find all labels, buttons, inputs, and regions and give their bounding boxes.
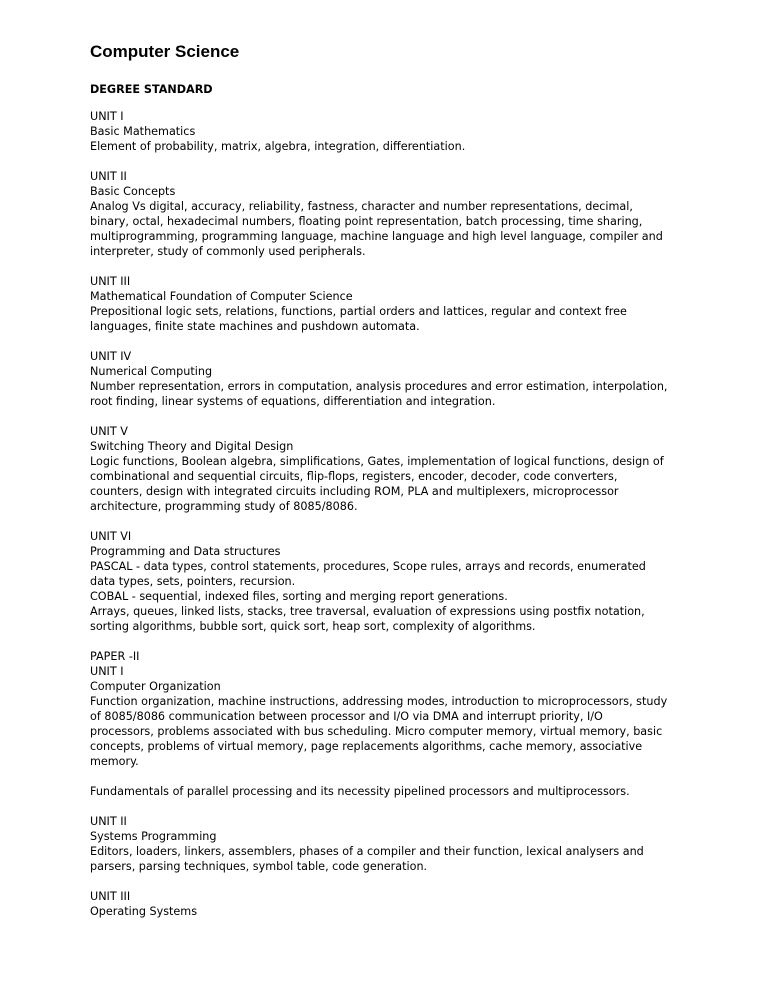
- text-line: PASCAL - data types, control statements, procedures, Scope rules, arrays and records, enumerated: [90, 560, 646, 573]
- text-line: UNIT II: [90, 170, 127, 183]
- text-line: languages, finite state machines and pushdown automata.: [90, 320, 420, 333]
- text-line: UNIT III: [90, 890, 131, 903]
- text-line: parsers, parsing techniques, symbol table, code generation.: [90, 860, 428, 873]
- text-line: root finding, linear systems of equations, differentiation and integration.: [90, 395, 496, 408]
- syllabus-block: [90, 814, 690, 874]
- syllabus-block: [90, 649, 690, 769]
- text-line: Arrays, queues, linked lists, stacks, tree traversal, evaluation of expressions using postfix notation,: [90, 605, 645, 618]
- text-line: Element of probability, matrix, algebra, integration, differentiation.: [90, 140, 466, 153]
- text-line: Numerical Computing: [90, 365, 213, 378]
- text-line: Operating Systems: [90, 905, 198, 918]
- syllabus-block: [90, 349, 690, 409]
- text-line: Switching Theory and Digital Design: [90, 440, 294, 453]
- syllabus-block: [90, 109, 690, 154]
- text-line: Function organization, machine instructions, addressing modes, introduction to microprocessors, study: [90, 695, 668, 708]
- syllabus-block: [90, 274, 690, 334]
- text-line: UNIT IV: [90, 350, 132, 363]
- text-line: processors, problems associated with bus scheduling. Micro computer memory, virtual memory, basic: [90, 725, 663, 738]
- text-line: UNIT VI: [90, 530, 132, 543]
- text-line: sorting algorithms, bubble sort, quick sort, heap sort, complexity of algorithms.: [90, 620, 536, 633]
- document-title: Computer Science: [90, 42, 240, 61]
- text-line: concepts, problems of virtual memory, page replacements algorithms, cache memory, associative: [90, 740, 643, 753]
- degree-heading: DEGREE STANDARD: [90, 83, 213, 96]
- text-line: Number representation, errors in computation, analysis procedures and error estimation, interpolation,: [90, 380, 668, 393]
- text-line: binary, octal, hexadecimal numbers, floating point representation, batch processing, time sharing,: [90, 215, 643, 228]
- text-line: Basic Mathematics: [90, 125, 196, 138]
- syllabus-content: [90, 109, 690, 919]
- text-line: UNIT II: [90, 815, 127, 828]
- syllabus-block: [90, 529, 690, 634]
- text-line: UNIT V: [90, 425, 128, 438]
- text-line: Analog Vs digital, accuracy, reliability, fastness, character and number representations, decimal,: [90, 200, 633, 213]
- text-line: Computer Organization: [90, 680, 221, 693]
- text-line: Prepositional logic sets, relations, functions, partial orders and lattices, regular and context free: [90, 305, 627, 318]
- text-line: Systems Programming: [90, 830, 217, 843]
- text-line: of 8085/8086 communication between processor and I/O via DMA and interrupt priority, I/O: [90, 710, 603, 723]
- text-line: memory.: [90, 755, 139, 768]
- text-line: UNIT III: [90, 275, 131, 288]
- text-line: multiprogramming, programming language, machine language and high level language, compiler and: [90, 230, 663, 243]
- text-line: Mathematical Foundation of Computer Science: [90, 290, 353, 303]
- text-line: data types, sets, pointers, recursion.: [90, 575, 296, 588]
- text-line: counters, design with integrated circuits including ROM, PLA and multiplexers, microprocessor: [90, 485, 619, 498]
- text-line: COBAL - sequential, indexed files, sorting and merging report generations.: [90, 590, 508, 603]
- document-page: [90, 42, 690, 934]
- text-line: interpreter, study of commonly used peripherals.: [90, 245, 366, 258]
- text-line: Basic Concepts: [90, 185, 176, 198]
- text-line: PAPER -II: [90, 650, 140, 663]
- text-line: combinational and sequential circuits, flip-flops, registers, encoder, decoder, code converters,: [90, 470, 618, 483]
- text-line: Editors, loaders, linkers, assemblers, phases of a compiler and their function, lexical analysers and: [90, 845, 644, 858]
- text-line: Fundamentals of parallel processing and its necessity pipelined processors and multiprocessors.: [90, 785, 630, 798]
- text-line: Logic functions, Boolean algebra, simplifications, Gates, implementation of logical functions, design of: [90, 455, 664, 468]
- syllabus-block: [90, 169, 690, 259]
- text-line: UNIT I: [90, 665, 124, 678]
- text-line: architecture, programming study of 8085/8086.: [90, 500, 358, 513]
- syllabus-block: [90, 889, 690, 919]
- syllabus-block: [90, 784, 690, 799]
- text-line: Programming and Data structures: [90, 545, 281, 558]
- text-line: UNIT I: [90, 110, 124, 123]
- syllabus-block: [90, 424, 690, 514]
